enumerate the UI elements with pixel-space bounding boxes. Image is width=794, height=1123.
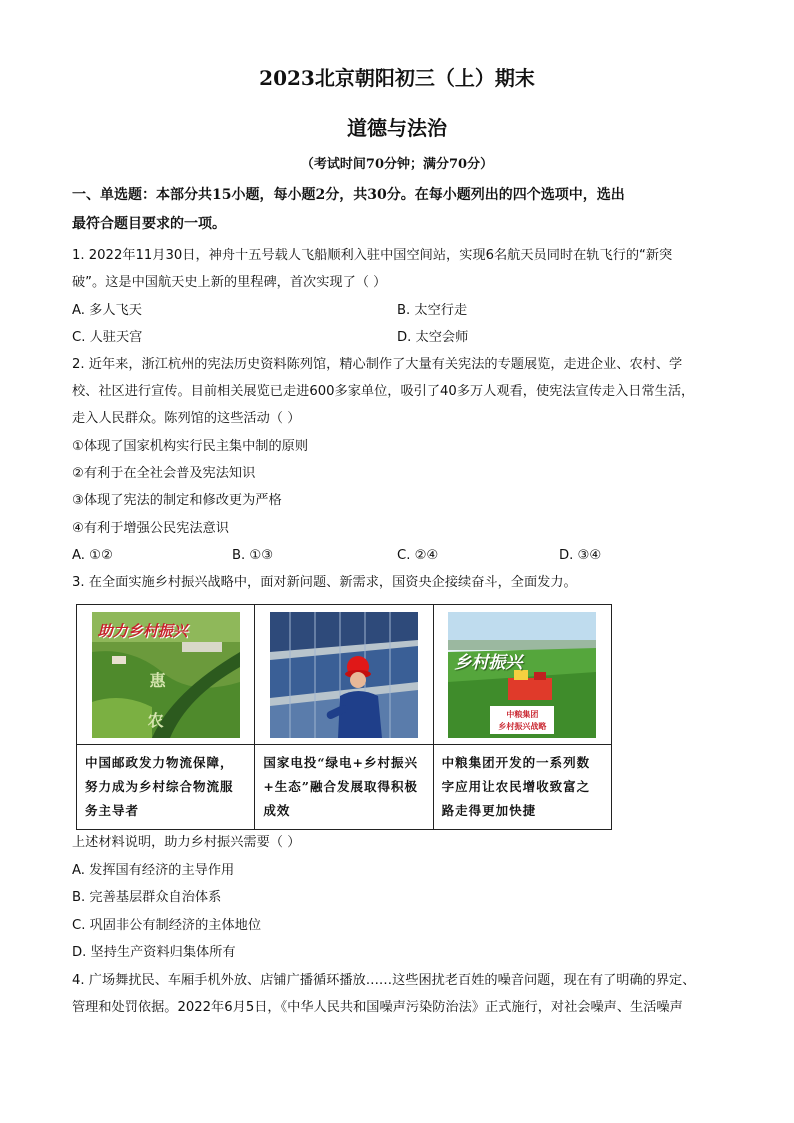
q3-option-a: A. 发挥国有经济的主导作用 (72, 863, 235, 878)
q1-option-d: D. 太空会师 (397, 330, 469, 345)
q2-statement-2: ②有利于在全社会普及宪法知识 (72, 466, 256, 481)
q3-caption-3: 中粮集团开发的一系列数字应用让农民增收致富之路走得更加快捷 (433, 745, 611, 830)
field-char-hui: 惠 (149, 670, 166, 690)
q2-option-c: C. ②④ (397, 548, 439, 563)
section-heading-line1: 一、单选题：本部分共15小题，每小题2分，共30分。在每小题列出的四个选项中，选出 (72, 187, 625, 203)
q3-caption-2: 国家电投“绿电+乡村振兴+生态”融合发展取得积极成效 (255, 745, 433, 830)
q3-image-cell-1 (77, 605, 255, 745)
cofco-label-line1: 中粮集团 (506, 709, 539, 719)
q3-caption-1: 中国邮政发力物流保障，努力成为乡村综合物流服务主导者 (77, 745, 255, 830)
q2-stem-line3: 走入人民群众。陈列馆的这些活动（ ） (72, 411, 301, 426)
q1-option-c: C. 人驻天宫 (72, 330, 143, 345)
cofco-slogan-text: 乡村振兴 (454, 652, 523, 673)
rural-revitalization-field-image (92, 612, 240, 738)
q3-image-cell-3 (433, 605, 611, 745)
q1-option-b: B. 太空行走 (397, 303, 468, 318)
q3-option-d: D. 坚持生产资料归集体所有 (72, 945, 236, 960)
section-heading-line2: 最符合题目要求的一项。 (72, 216, 226, 232)
q2-option-d: D. ③④ (559, 548, 602, 563)
q2-statement-3: ③体现了宪法的制定和修改更为严格 (72, 493, 282, 508)
cofco-poster-image (448, 612, 596, 738)
subject-title: 道德与法治 (347, 116, 447, 140)
q3-option-c: C. 巩固非公有制经济的主体地位 (72, 918, 262, 933)
q3-stem: 3. 在全面实施乡村振兴战略中，面对新问题、新需求，国资央企接续奋斗，全面发力。 (72, 575, 577, 590)
q3-material-table (76, 604, 612, 830)
q4-stem-line1: 4. 广场舞扰民、车厢手机外放、店铺广播循环播放……这些困扰老百姓的噪音问题，现在有了明确的界定、 (72, 973, 696, 988)
q3-image-cell-2 (255, 605, 433, 745)
q2-statement-1: ①体现了国家机构实行民主集中制的原则 (72, 439, 309, 454)
exam-title: 2023北京朝阳初三（上）期末 (259, 66, 535, 90)
q3-question: 上述材料说明，助力乡村振兴需要（ ） (72, 835, 301, 850)
cofco-label-line2: 乡村振兴战略 (498, 721, 547, 731)
q2-statement-4: ④有利于增强公民宪法意识 (72, 521, 229, 536)
q1-stem-line2: 破”。这是中国航天史上新的里程碑，首次实现了（ ） (72, 275, 387, 290)
field-char-nong: 农 (147, 710, 164, 730)
field-title-text: 助力乡村振兴 (97, 621, 188, 640)
q4-stem-line2: 管理和处罚依据。2022年6月5日，《中华人民共和国噪声污染防治法》正式施行，对社会噪声、生活噪声 (72, 1000, 683, 1015)
exam-info: （考试时间70分钟；满分70分） (300, 157, 494, 172)
q3-option-b: B. 完善基层群众自治体系 (72, 890, 222, 905)
q1-option-a: A. 多人飞天 (72, 303, 142, 318)
q2-stem-line2: 校、社区进行宣传。目前相关展览已走进600多家单位，吸引了40多万人观看，使宪法宣传走入日常生活， (72, 384, 695, 399)
q2-stem-line1: 2. 近年来，浙江杭州的宪法历史资料陈列馆，精心制作了大量有关宪法的专题展览，走进企业、农村、学 (72, 357, 683, 372)
q2-option-a: A. ①② (72, 548, 113, 563)
q1-stem-line1: 1. 2022年11月30日，神舟十五号载人飞船顺利入驻中国空间站，实现6名航天员同时在轨飞行的“新突 (72, 248, 673, 263)
q2-option-b: B. ①③ (232, 548, 274, 563)
solar-panel-worker-image (270, 612, 418, 738)
